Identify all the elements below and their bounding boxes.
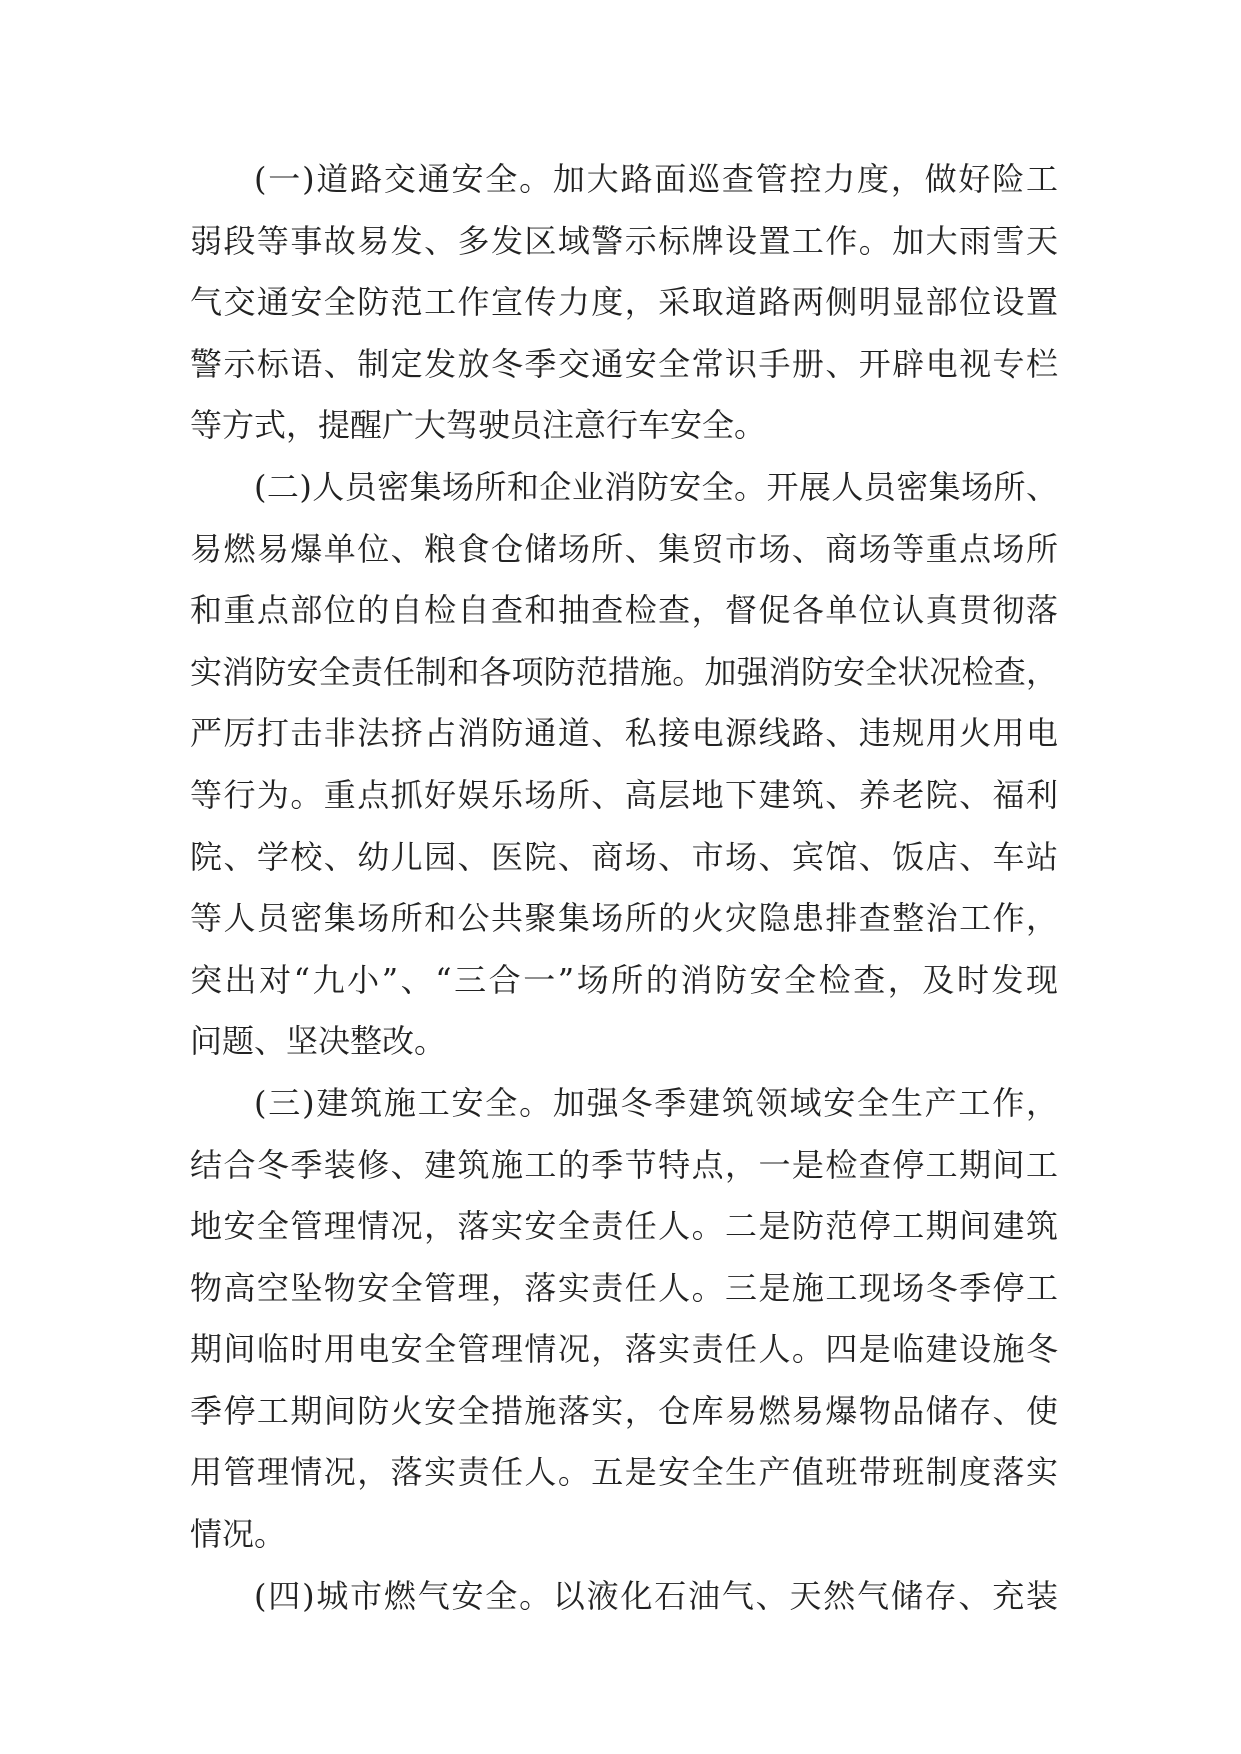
paragraph-road-traffic-safety [190, 149, 1058, 457]
text-line: 突出对“九小”、“三合一”场所的消防安全检查，及时发现 [190, 960, 1058, 999]
text-line: 等人员密集场所和公共聚集场所的火灾隐患排查整治工作， [190, 899, 1058, 938]
text-line: 警示标语、制定发放冬季交通安全常识手册、开辟电视专栏 [190, 344, 1058, 383]
text-line: 等行为。重点抓好娱乐场所、高层地下建筑、养老院、福利 [190, 775, 1058, 814]
text-line: 院、学校、幼儿园、医院、商场、市场、宾馆、饭店、车站 [190, 837, 1058, 876]
text-line: 结合冬季装修、建筑施工的季节特点，一是检查停工期间工 [190, 1145, 1058, 1184]
document-body [190, 149, 1058, 1627]
text-line: 期间临时用电安全管理情况，落实责任人。四是临建设施冬 [190, 1330, 1058, 1369]
text-line: 易燃易爆单位、粮食仓储场所、集贸市场、商场等重点场所 [190, 529, 1058, 568]
text-line: (四)城市燃气安全。以液化石油气、天然气储存、充装 [254, 1576, 1058, 1615]
text-line: 用管理情况，落实责任人。五是安全生产值班带班制度落实 [190, 1453, 1058, 1492]
text-line: (二)人员密集场所和企业消防安全。开展人员密集场所、 [254, 467, 1058, 506]
text-line: 问题、坚决整改。 [190, 1022, 447, 1061]
text-line: 实消防安全责任制和各项防范措施。加强消防安全状况检查， [190, 652, 1058, 691]
text-line: 情况。 [190, 1515, 287, 1554]
text-line: 物高空坠物安全管理，落实责任人。三是施工现场冬季停工 [190, 1268, 1058, 1307]
text-line: 等方式，提醒广大驾驶员注意行车安全。 [190, 406, 767, 445]
paragraph-construction-safety [190, 1073, 1058, 1566]
paragraph-gas-safety [190, 1566, 1058, 1628]
text-line: 弱段等事故易发、多发区域警示标牌设置工作。加大雨雪天 [190, 221, 1058, 260]
text-line: 严厉打击非法挤占消防通道、私接电源线路、违规用火用电 [190, 714, 1058, 753]
text-line: 地安全管理情况，落实安全责任人。二是防范停工期间建筑 [190, 1207, 1058, 1246]
text-line: (一)道路交通安全。加大路面巡查管控力度，做好险工 [254, 160, 1058, 198]
text-line: 季停工期间防火安全措施落实，仓库易燃易爆物品储存、使 [190, 1391, 1058, 1430]
text-line: 和重点部位的自检自查和抽查检查，督促各单位认真贯彻落 [190, 591, 1058, 630]
text-line: (三)建筑施工安全。加强冬季建筑领域安全生产工作， [254, 1083, 1058, 1122]
text-line: 气交通安全防范工作宣传力度，采取道路两侧明显部位设置 [190, 283, 1058, 322]
paragraph-fire-safety [190, 457, 1058, 1073]
